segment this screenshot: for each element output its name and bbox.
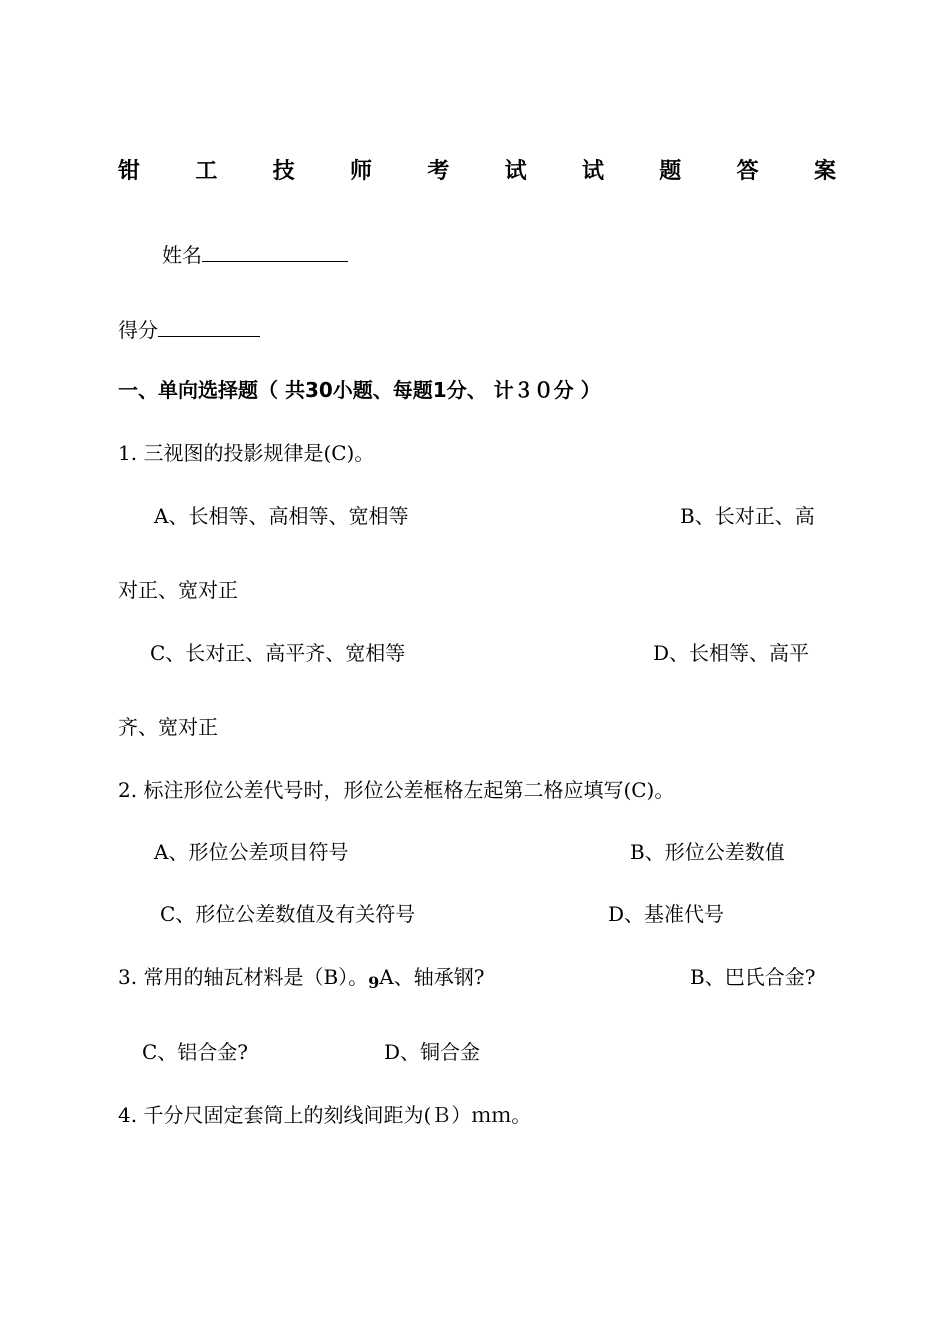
name-blank	[202, 241, 348, 262]
option-text: A、形位公差项目符号	[154, 840, 349, 864]
inline-mark: 9	[368, 973, 380, 992]
score-label: 得分	[118, 318, 158, 342]
question-stem: 4. 千分尺固定套筒上的刻线间距为(Ｂ）ｍｍ。	[118, 1103, 532, 1127]
title-char: 技	[272, 159, 295, 184]
option-text: D、长相等、高平	[653, 641, 810, 665]
section-heading: 一、单向选择题（ 共30小题、每题1分、 计３０分 ）	[118, 378, 601, 402]
score-field	[118, 316, 260, 342]
title-char: 案	[813, 159, 836, 184]
option-text: A、轴承钢?	[379, 965, 485, 989]
option-text: C、铝合金?	[142, 1040, 249, 1064]
title-char: 钳	[118, 159, 141, 184]
title-char: 题	[659, 159, 682, 184]
name-label: 姓名	[162, 243, 202, 267]
option-text: 对正、宽对正	[118, 578, 238, 602]
question-stem: 3. 常用的轴瓦材料是（B）。	[118, 965, 369, 989]
option-text: B、形位公差数值	[630, 840, 785, 864]
option-text: B、巴氏合金?	[690, 965, 816, 989]
title-char: 试	[581, 159, 604, 184]
title-char: 考	[427, 159, 450, 184]
question-stem: 1. 三视图的投影规律是(C)。	[118, 441, 375, 465]
question-stem: 2. 标注形位公差代号时，形位公差框格左起第二格应填写(C)。	[118, 778, 675, 802]
option-text: D、铜合金	[384, 1040, 481, 1064]
option-text: A、长相等、高相等、宽相等	[154, 504, 409, 528]
title-char: 工	[195, 159, 218, 184]
question-stem-line	[118, 965, 484, 991]
title-char: 师	[349, 159, 372, 184]
option-text: B、长对正、高	[680, 504, 815, 528]
option-text: 齐、宽对正	[118, 715, 218, 739]
option-text: C、长对正、高平齐、宽相等	[150, 641, 406, 665]
name-field	[162, 241, 348, 267]
title-char: 答	[736, 159, 759, 184]
title-char: 试	[504, 159, 527, 184]
document-title	[118, 158, 836, 186]
option-text: C、形位公差数值及有关符号	[160, 902, 416, 926]
score-blank	[158, 316, 260, 337]
option-text: D、基准代号	[608, 902, 725, 926]
